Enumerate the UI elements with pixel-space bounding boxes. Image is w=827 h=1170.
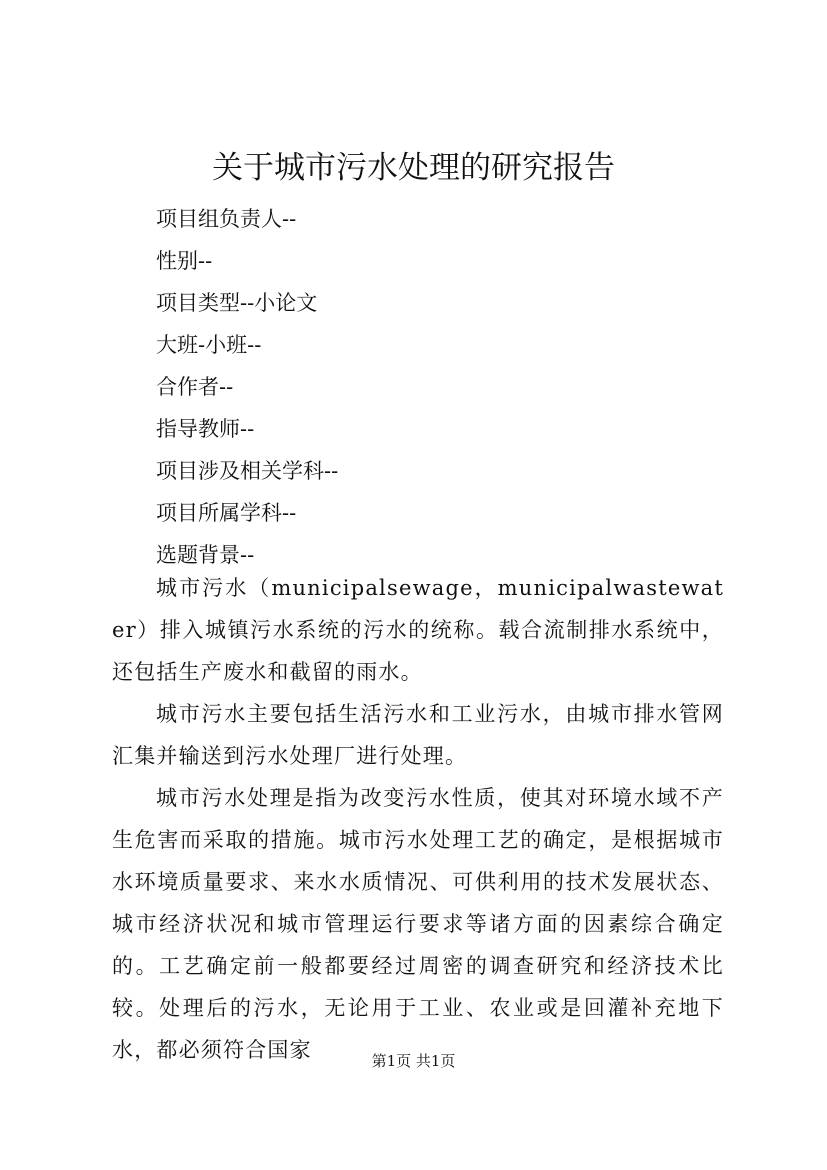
paragraph: 城市污水处理是指为改变污水性质，使其对环境水域不产生危害而采取的措施。城市污水处理工艺的确定，是根据城市水环境质量要求、来水水质情况、可供利用的技术发展状态、城市经济状况和城市管理运行要求等诸方面的因素综合确定的。工艺确定前一般都要经过周密的调查研究和经济技术比较。处理后的污水，无论用于工业、农业或是回灌补充地下水，都必须符合国家 [112, 786, 724, 1062]
page-footer: 第1页 共1页 [371, 1052, 456, 1070]
project-type-line: 项目类型--小论文 [156, 291, 318, 315]
paragraph: 城市污水主要包括生活污水和工业污水，由城市排水管网汇集并输送到污水处理厂进行处理。 [112, 702, 724, 768]
gender-line: 性别-- [156, 249, 213, 273]
document-title: 关于城市污水处理的研究报告 [212, 150, 615, 186]
related-disciplines-line: 项目涉及相关学科-- [156, 459, 339, 483]
collaborators-line: 合作者-- [156, 375, 234, 399]
topic-background-line: 选题背景-- [156, 543, 255, 567]
project-info-list [156, 198, 338, 576]
project-discipline-line: 项目所属学科-- [156, 501, 297, 525]
class-line: 大班-小班-- [156, 333, 262, 357]
paragraph: 城市污水（municipalsewage，municipalwastewater）排入城镇污水系统的污水的统称。载合流制排水系统中，还包括生产废水和截留的雨水。 [112, 576, 724, 684]
project-leader-line: 项目组负责人-- [156, 207, 297, 231]
report-body [112, 567, 724, 1071]
advisor-line: 指导教师-- [156, 417, 255, 441]
